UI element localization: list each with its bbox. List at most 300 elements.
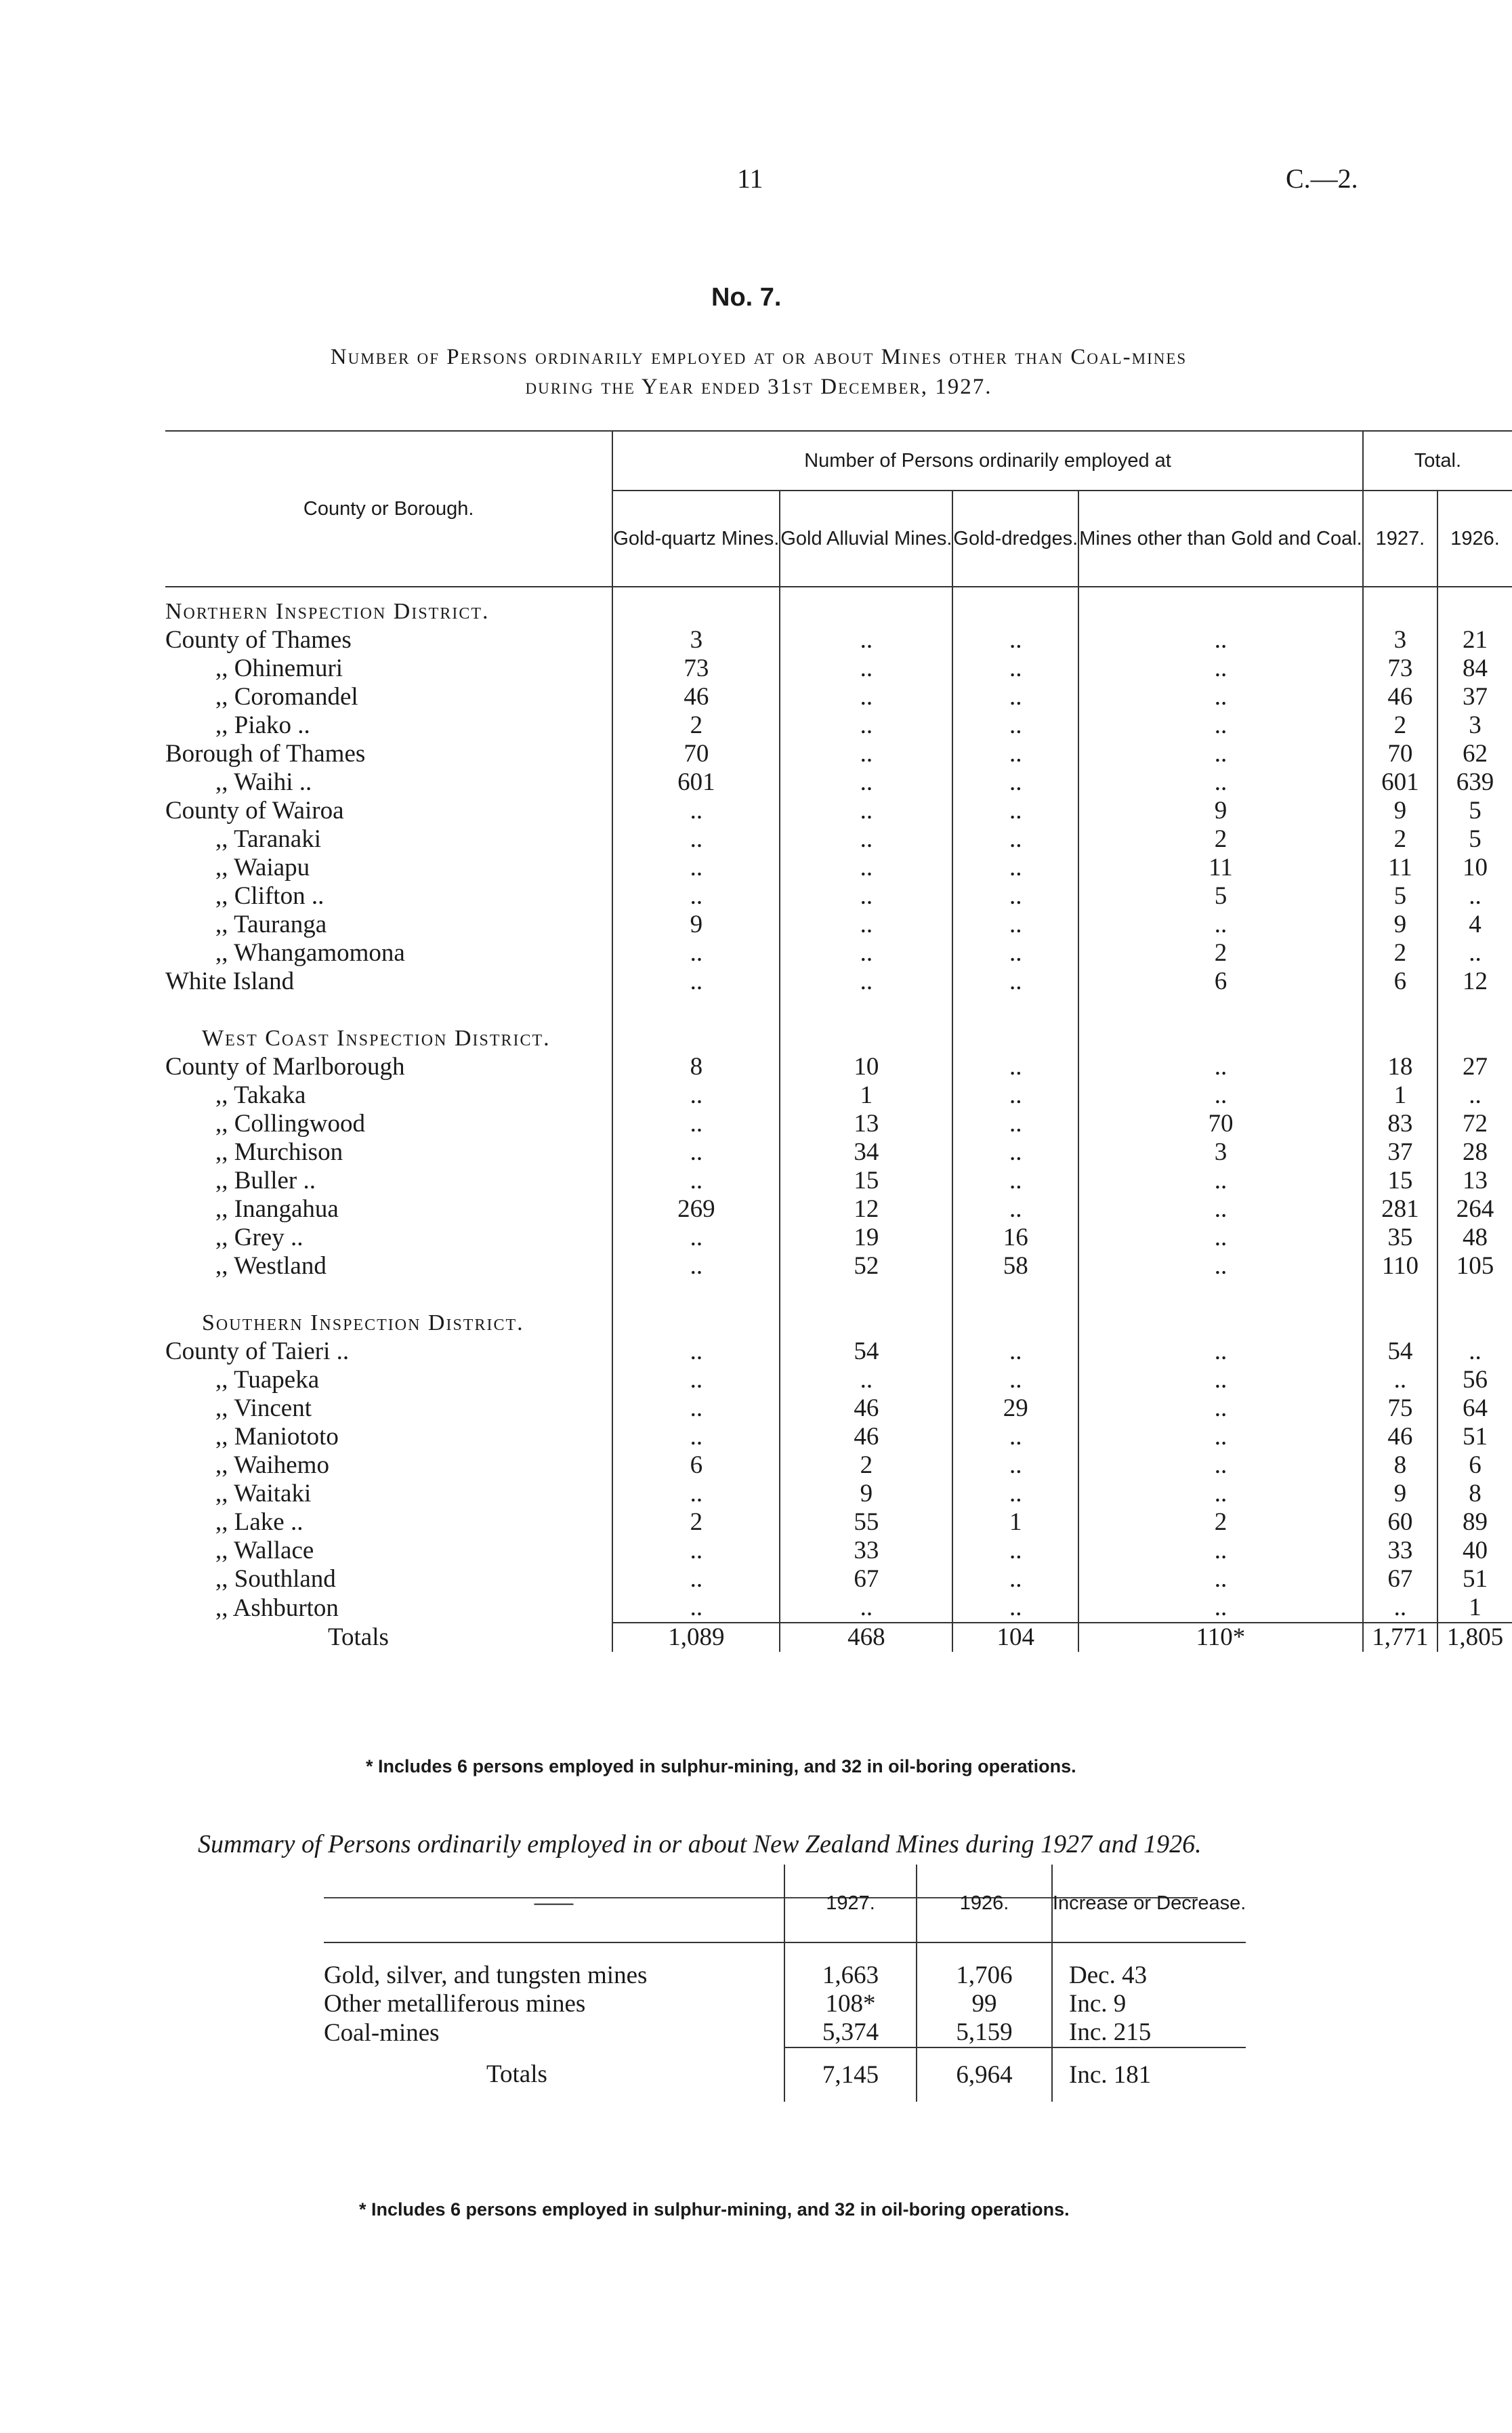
cell-t1927: 2: [1363, 711, 1437, 740]
row-label: ,, Buller ..: [215, 1167, 316, 1194]
cell-mo: ..: [1078, 1394, 1363, 1423]
summary-col-blank: ——: [534, 1892, 574, 1914]
cell-gd: ..: [952, 1138, 1078, 1167]
summary-1927: 108*: [784, 1990, 917, 2018]
cell-t1927: 110: [1363, 1252, 1437, 1281]
cell-ga: 9: [780, 1480, 952, 1508]
cell-t1927: 3: [1363, 626, 1437, 654]
empty-cell: [1437, 996, 1512, 1053]
page-number: 11: [737, 163, 763, 194]
cell-mo: ..: [1078, 1594, 1363, 1623]
cell-gd: ..: [952, 1537, 1078, 1565]
cell-gq: ..: [612, 1594, 780, 1623]
cell-t1926: 21: [1437, 626, 1512, 654]
summary-change: Dec. 43: [1052, 1942, 1246, 1990]
row-label: County of Wairoa: [165, 797, 344, 825]
cell-t1927: 8: [1363, 1451, 1437, 1480]
cell-ga: ..: [780, 626, 952, 654]
row-label: ,, Waitaki: [215, 1480, 312, 1507]
table-row: [165, 825, 1512, 854]
cell-gq: 46: [612, 683, 780, 711]
empty-cell: [952, 1281, 1078, 1337]
row-label: ,, Ashburton: [215, 1594, 339, 1622]
cell-t1927: 33: [1363, 1537, 1437, 1565]
cell-mo: ..: [1078, 911, 1363, 939]
cell-ga: 55: [780, 1508, 952, 1537]
summary-row-label: Coal-mines: [324, 2018, 440, 2047]
cell-gq: 269: [612, 1195, 780, 1224]
summary-col-1927: 1927.: [784, 1865, 917, 1942]
row-label: Borough of Thames: [165, 740, 366, 768]
cell-mo: ..: [1078, 1537, 1363, 1565]
cell-ga: 2: [780, 1451, 952, 1480]
empty-cell: [780, 587, 952, 626]
cell-gd: ..: [952, 825, 1078, 854]
col-gold-alluvial: Gold Alluvial Mines.: [780, 491, 952, 587]
cell-gd: ..: [952, 854, 1078, 882]
cell-mo: ..: [1078, 1081, 1363, 1110]
summary-total-change: Inc. 181: [1052, 2047, 1246, 2102]
cell-t1927: 9: [1363, 911, 1437, 939]
summary-table: [324, 1865, 1246, 2102]
total-gd: 104: [952, 1623, 1078, 1652]
cell-t1927: 37: [1363, 1138, 1437, 1167]
cell-gq: ..: [612, 1423, 780, 1451]
cell-ga: ..: [780, 683, 952, 711]
table-row: [165, 1451, 1512, 1480]
cell-gq: ..: [612, 1537, 780, 1565]
table-row: [165, 1138, 1512, 1167]
empty-cell: [780, 1281, 952, 1337]
cell-t1926: 56: [1437, 1366, 1512, 1394]
summary-change: Inc. 215: [1052, 2018, 1246, 2047]
cell-ga: ..: [780, 711, 952, 740]
empty-cell: [1437, 587, 1512, 626]
table-row: [165, 1366, 1512, 1394]
cell-gd: 16: [952, 1224, 1078, 1252]
cell-gd: ..: [952, 1167, 1078, 1195]
cell-t1926: 27: [1437, 1053, 1512, 1081]
row-label: ,, Westland: [215, 1252, 327, 1280]
row-label: ,, Tuapeka: [215, 1366, 320, 1394]
row-label: ,, Whangamomona: [215, 939, 405, 967]
cell-gd: ..: [952, 1565, 1078, 1594]
cell-mo: ..: [1078, 768, 1363, 797]
cell-gd: ..: [952, 740, 1078, 768]
empty-cell: [612, 587, 780, 626]
cell-ga: ..: [780, 854, 952, 882]
summary-1927: 1,663: [784, 1942, 917, 1990]
table-row: [165, 1594, 1512, 1623]
total-mo: 110*: [1078, 1623, 1363, 1652]
cell-gq: 70: [612, 740, 780, 768]
cell-mo: 2: [1078, 939, 1363, 968]
cell-t1927: 9: [1363, 797, 1437, 825]
cell-t1926: 13: [1437, 1167, 1512, 1195]
row-label: ,, Takaka: [215, 1081, 306, 1109]
cell-t1926: 72: [1437, 1110, 1512, 1138]
empty-cell: [952, 996, 1078, 1053]
cell-gd: 1: [952, 1508, 1078, 1537]
summary-totals-label: Totals: [486, 2060, 547, 2088]
cell-t1926: 51: [1437, 1565, 1512, 1594]
cell-t1927: 46: [1363, 1423, 1437, 1451]
cell-ga: ..: [780, 939, 952, 968]
cell-t1927: 46: [1363, 683, 1437, 711]
cell-t1927: 2: [1363, 825, 1437, 854]
cell-gd: ..: [952, 711, 1078, 740]
table-row: [165, 626, 1512, 654]
cell-mo: ..: [1078, 1053, 1363, 1081]
cell-gd: ..: [952, 1081, 1078, 1110]
col-group-total: Total.: [1363, 431, 1512, 491]
cell-mo: ..: [1078, 1451, 1363, 1480]
cell-ga: 1: [780, 1081, 952, 1110]
row-label: ,, Murchison: [215, 1138, 343, 1166]
cell-t1926: ..: [1437, 882, 1512, 911]
cell-t1926: 105: [1437, 1252, 1512, 1281]
table-title-line1: Number of Persons ordinarily employed at or about Mines other than Coal-mines: [330, 345, 1188, 369]
table-row: [165, 1167, 1512, 1195]
table-row: [165, 711, 1512, 740]
summary-footnote: * Includes 6 persons employed in sulphur-mining, and 32 in oil-boring operations.: [359, 2199, 1070, 2220]
cell-t1926: ..: [1437, 1337, 1512, 1366]
cell-t1926: 84: [1437, 654, 1512, 683]
cell-ga: ..: [780, 768, 952, 797]
cell-t1926: 51: [1437, 1423, 1512, 1451]
cell-t1926: 62: [1437, 740, 1512, 768]
summary-row: [324, 2018, 1246, 2047]
row-label: ,, Grey ..: [215, 1224, 303, 1251]
mines-employment-table: [165, 430, 1512, 1652]
row-label: ,, Waihemo: [215, 1451, 329, 1479]
table-row: [165, 1110, 1512, 1138]
cell-gd: ..: [952, 1366, 1078, 1394]
summary-1927: 5,374: [784, 2018, 917, 2047]
empty-cell: [952, 587, 1078, 626]
cell-t1927: 1: [1363, 1081, 1437, 1110]
section-row: [165, 1281, 1512, 1337]
cell-ga: ..: [780, 911, 952, 939]
table-row: [165, 740, 1512, 768]
table-row: [165, 683, 1512, 711]
cell-t1926: 48: [1437, 1224, 1512, 1252]
cell-mo: ..: [1078, 1423, 1363, 1451]
cell-gq: 3: [612, 626, 780, 654]
cell-t1927: 9: [1363, 1480, 1437, 1508]
cell-t1926: 639: [1437, 768, 1512, 797]
cell-gq: ..: [612, 1366, 780, 1394]
table-footnote: * Includes 6 persons employed in sulphur-mining, and 32 in oil-boring operations.: [366, 1756, 1076, 1776]
summary-row-label: Gold, silver, and tungsten mines: [324, 1961, 648, 1989]
row-label: ,, Piako ..: [215, 711, 310, 739]
cell-t1927: ..: [1363, 1594, 1437, 1623]
cell-mo: ..: [1078, 711, 1363, 740]
cell-gd: ..: [952, 911, 1078, 939]
cell-gq: 2: [612, 1508, 780, 1537]
empty-cell: [1363, 1281, 1437, 1337]
summary-1926: 5,159: [917, 2018, 1052, 2047]
cell-gq: ..: [612, 1138, 780, 1167]
summary-col-1926: 1926.: [917, 1865, 1052, 1942]
cell-gq: ..: [612, 1081, 780, 1110]
totals-label: Totals: [328, 1623, 389, 1651]
total-t1926: 1,805: [1437, 1623, 1512, 1652]
cell-gq: ..: [612, 854, 780, 882]
cell-t1926: 37: [1437, 683, 1512, 711]
cell-mo: 2: [1078, 825, 1363, 854]
empty-cell: [1363, 587, 1437, 626]
cell-mo: 5: [1078, 882, 1363, 911]
cell-mo: ..: [1078, 626, 1363, 654]
row-label: ,, Coromandel: [215, 683, 358, 711]
cell-gd: ..: [952, 1195, 1078, 1224]
section-heading: West Coast Inspection District.: [202, 1026, 551, 1051]
cell-t1927: 15: [1363, 1167, 1437, 1195]
cell-mo: 6: [1078, 968, 1363, 996]
cell-t1927: 601: [1363, 768, 1437, 797]
cell-ga: 15: [780, 1167, 952, 1195]
summary-col-change: Increase or Decrease.: [1052, 1865, 1246, 1942]
cell-ga: 19: [780, 1224, 952, 1252]
table-row: [165, 1537, 1512, 1565]
table-row: [165, 1195, 1512, 1224]
cell-ga: 46: [780, 1423, 952, 1451]
cell-mo: 70: [1078, 1110, 1363, 1138]
cell-t1926: 10: [1437, 854, 1512, 882]
col-other-mines: Mines other than Gold and Coal.: [1078, 491, 1363, 587]
table-title-line2: during the Year ended 31st December, 1927.: [525, 375, 992, 399]
cell-gd: ..: [952, 1110, 1078, 1138]
table-row: [165, 1508, 1512, 1537]
cell-gd: ..: [952, 1451, 1078, 1480]
total-gq: 1,089: [612, 1623, 780, 1652]
cell-t1927: ..: [1363, 1366, 1437, 1394]
cell-t1927: 73: [1363, 654, 1437, 683]
cell-gd: ..: [952, 882, 1078, 911]
row-label: ,, Lake ..: [215, 1508, 303, 1536]
row-label: County of Thames: [165, 626, 352, 654]
cell-t1927: 18: [1363, 1053, 1437, 1081]
cell-gd: ..: [952, 968, 1078, 996]
cell-gd: ..: [952, 1423, 1078, 1451]
cell-gq: 9: [612, 911, 780, 939]
cell-gq: 8: [612, 1053, 780, 1081]
empty-cell: [1363, 996, 1437, 1053]
empty-cell: [1437, 1281, 1512, 1337]
cell-ga: 12: [780, 1195, 952, 1224]
totals-row: [165, 1623, 1512, 1652]
cell-gq: ..: [612, 939, 780, 968]
cell-t1927: 5: [1363, 882, 1437, 911]
table-row: [165, 1224, 1512, 1252]
cell-ga: ..: [780, 740, 952, 768]
row-label: ,, Inangahua: [215, 1195, 339, 1223]
row-label: ,, Wallace: [215, 1537, 314, 1564]
summary-title: Summary of Persons ordinarily employed in or about New Zealand Mines during 1927 and 1926.: [198, 1830, 1202, 1858]
cell-ga: 33: [780, 1537, 952, 1565]
empty-cell: [612, 1281, 780, 1337]
cell-gd: ..: [952, 683, 1078, 711]
table-row: [165, 1480, 1512, 1508]
cell-gq: ..: [612, 825, 780, 854]
col-gold-quartz: Gold-quartz Mines.: [612, 491, 780, 587]
cell-ga: ..: [780, 1366, 952, 1394]
cell-t1926: ..: [1437, 939, 1512, 968]
cell-gq: ..: [612, 1224, 780, 1252]
col-total-1926: 1926.: [1437, 491, 1512, 587]
cell-gd: 29: [952, 1394, 1078, 1423]
cell-ga: ..: [780, 797, 952, 825]
empty-cell: [612, 996, 780, 1053]
cell-t1926: 5: [1437, 797, 1512, 825]
summary-change: Inc. 9: [1052, 1990, 1246, 2018]
summary-row: [324, 1990, 1246, 2018]
cell-mo: ..: [1078, 1337, 1363, 1366]
table-row: [165, 1252, 1512, 1281]
cell-t1926: 28: [1437, 1138, 1512, 1167]
cell-gd: ..: [952, 1480, 1078, 1508]
cell-gq: ..: [612, 1110, 780, 1138]
table-row: [165, 968, 1512, 996]
cell-t1927: 35: [1363, 1224, 1437, 1252]
table-row: [165, 1081, 1512, 1110]
table-row: [165, 797, 1512, 825]
cell-ga: 13: [780, 1110, 952, 1138]
cell-gq: ..: [612, 1480, 780, 1508]
table-row: [165, 882, 1512, 911]
row-label: ,, Waiapu: [215, 854, 310, 881]
cell-t1927: 281: [1363, 1195, 1437, 1224]
cell-gd: ..: [952, 1053, 1078, 1081]
cell-gd: 58: [952, 1252, 1078, 1281]
row-label: ,, Vincent: [215, 1394, 312, 1422]
summary-row-label: Other metalliferous mines: [324, 1990, 586, 2018]
col-group-employed: Number of Persons ordinarily employed at: [612, 431, 1362, 491]
cell-gd: ..: [952, 797, 1078, 825]
cell-mo: ..: [1078, 1480, 1363, 1508]
cell-gd: ..: [952, 768, 1078, 797]
cell-mo: ..: [1078, 740, 1363, 768]
cell-gq: ..: [612, 1252, 780, 1281]
cell-gq: ..: [612, 882, 780, 911]
table-row: [165, 911, 1512, 939]
cell-gq: ..: [612, 1167, 780, 1195]
total-ga: 468: [780, 1623, 952, 1652]
table-row: [165, 1394, 1512, 1423]
table-row: [165, 1565, 1512, 1594]
cell-t1926: 1: [1437, 1594, 1512, 1623]
cell-t1926: 89: [1437, 1508, 1512, 1537]
cell-t1926: ..: [1437, 1081, 1512, 1110]
cell-gd: ..: [952, 939, 1078, 968]
cell-t1926: 8: [1437, 1480, 1512, 1508]
table-row: [165, 654, 1512, 683]
col-county: County or Borough.: [303, 497, 474, 520]
cell-t1926: 40: [1437, 1537, 1512, 1565]
row-label: County of Taieri ..: [165, 1337, 350, 1365]
cell-gq: 601: [612, 768, 780, 797]
cell-gd: ..: [952, 1594, 1078, 1623]
table-row: [165, 854, 1512, 882]
cell-t1927: 83: [1363, 1110, 1437, 1138]
cell-ga: ..: [780, 825, 952, 854]
row-label: White Island: [165, 968, 295, 995]
cell-t1926: 3: [1437, 711, 1512, 740]
section-row: [165, 587, 1512, 626]
cell-t1926: 6: [1437, 1451, 1512, 1480]
cell-t1926: 4: [1437, 911, 1512, 939]
cell-t1926: 264: [1437, 1195, 1512, 1224]
row-label: ,, Southland: [215, 1565, 336, 1593]
cell-t1927: 70: [1363, 740, 1437, 768]
cell-mo: 2: [1078, 1508, 1363, 1537]
cell-gd: ..: [952, 654, 1078, 683]
summary-row: [324, 1942, 1246, 1990]
cell-gq: 6: [612, 1451, 780, 1480]
cell-gd: ..: [952, 1337, 1078, 1366]
row-label: ,, Clifton ..: [215, 882, 324, 910]
summary-total-1926: 6,964: [917, 2047, 1052, 2102]
cell-gq: ..: [612, 1565, 780, 1594]
table-row: [165, 1423, 1512, 1451]
row-label: ,, Taranaki: [215, 825, 321, 853]
cell-t1927: 2: [1363, 939, 1437, 968]
row-label: ,, Collingwood: [215, 1110, 365, 1138]
summary-1926: 99: [917, 1990, 1052, 2018]
row-label: ,, Ohinemuri: [215, 654, 343, 682]
cell-mo: ..: [1078, 654, 1363, 683]
cell-gq: ..: [612, 1394, 780, 1423]
cell-gq: ..: [612, 797, 780, 825]
cell-mo: ..: [1078, 1252, 1363, 1281]
section-row: [165, 996, 1512, 1053]
cell-ga: 54: [780, 1337, 952, 1366]
page-code: C.—2.: [1286, 163, 1358, 194]
cell-mo: ..: [1078, 1224, 1363, 1252]
table-row: [165, 1337, 1512, 1366]
cell-ga: 67: [780, 1565, 952, 1594]
cell-ga: 52: [780, 1252, 952, 1281]
empty-cell: [780, 996, 952, 1053]
cell-mo: ..: [1078, 1366, 1363, 1394]
table-row: [165, 939, 1512, 968]
total-t1927: 1,771: [1363, 1623, 1437, 1652]
section-heading: Southern Inspection District.: [202, 1310, 524, 1335]
cell-t1926: 64: [1437, 1394, 1512, 1423]
cell-t1927: 6: [1363, 968, 1437, 996]
section-heading: Northern Inspection District.: [165, 599, 490, 624]
cell-t1927: 60: [1363, 1508, 1437, 1537]
cell-ga: ..: [780, 654, 952, 683]
cell-ga: ..: [780, 882, 952, 911]
summary-1926: 1,706: [917, 1942, 1052, 1990]
cell-gq: ..: [612, 1337, 780, 1366]
cell-gd: ..: [952, 626, 1078, 654]
cell-mo: 9: [1078, 797, 1363, 825]
col-gold-dredges: Gold-dredges.: [952, 491, 1078, 587]
cell-t1926: 12: [1437, 968, 1512, 996]
table-row: [165, 768, 1512, 797]
cell-mo: ..: [1078, 683, 1363, 711]
cell-gq: 2: [612, 711, 780, 740]
row-label: County of Marlborough: [165, 1053, 405, 1081]
cell-t1927: 11: [1363, 854, 1437, 882]
summary-total-1927: 7,145: [784, 2047, 917, 2102]
cell-gq: ..: [612, 968, 780, 996]
cell-t1927: 54: [1363, 1337, 1437, 1366]
empty-cell: [1078, 1281, 1363, 1337]
